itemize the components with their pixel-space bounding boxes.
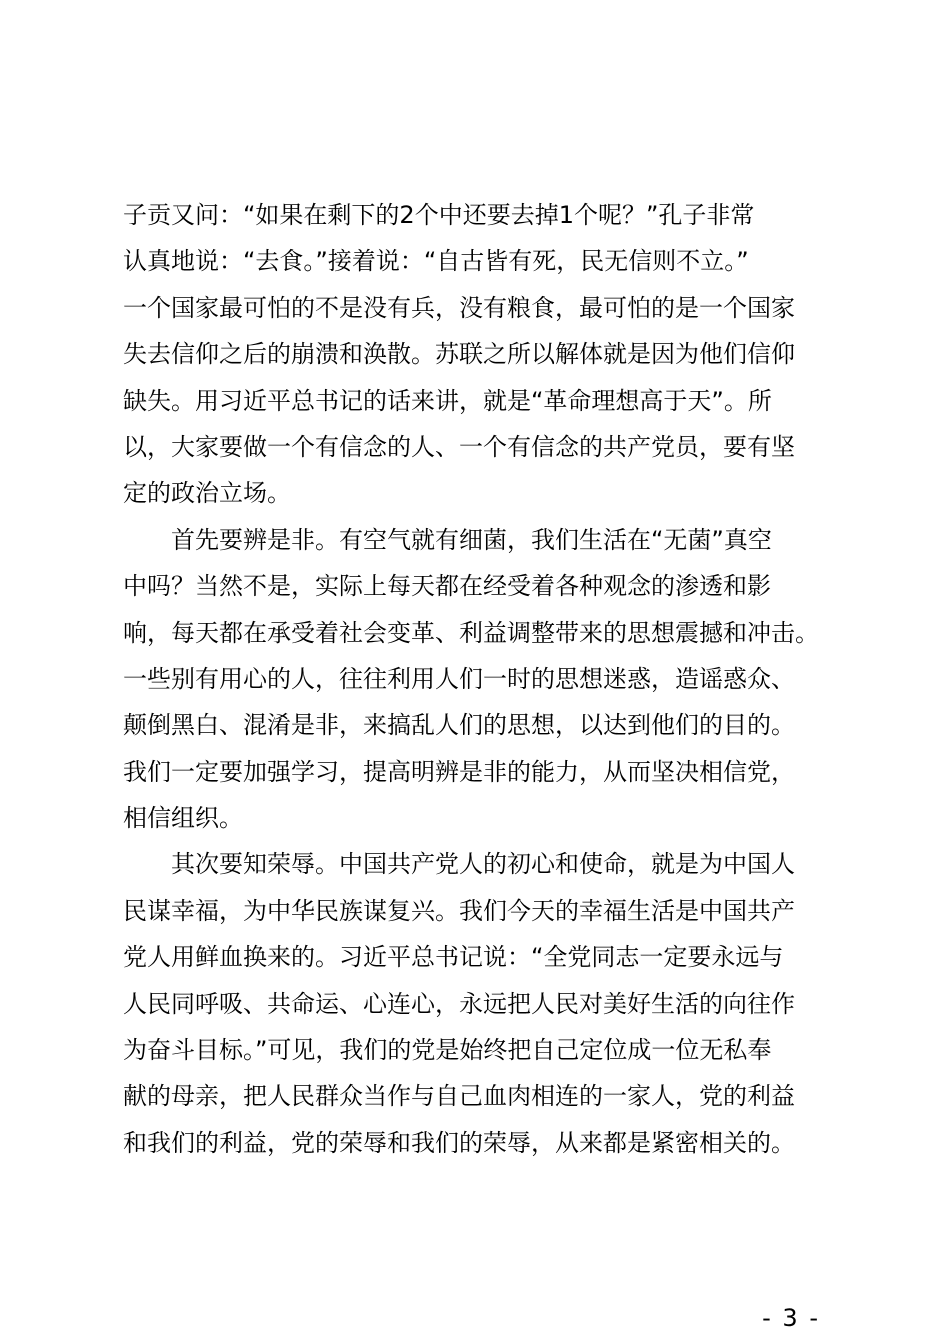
- text-line: 党人用鲜血换来的。习近平总书记说：“全党同志一定要永远与: [123, 943, 784, 972]
- text-line: 人民同呼吸、共命运、心连心，永远把人民对美好生活的向往作: [123, 989, 795, 1018]
- text-line: 失去信仰之后的崩溃和涣散。苏联之所以解体就是因为他们信仰: [123, 340, 795, 369]
- text-line: 民谋幸福，为中华民族谋复兴。我们今天的幸福生活是中国共产: [123, 896, 795, 925]
- text-line: 颠倒黑白、混淆是非，来搞乱人们的思想，以达到他们的目的。: [123, 711, 795, 740]
- text-line: 首先要辨是非。有空气就有细菌，我们生活在“无菌”真空: [123, 525, 772, 554]
- text-line: 中吗？当然不是，实际上每天都在经受着各种观念的渗透和影: [123, 572, 771, 601]
- text-line: 子贡又问：“如果在剩下的2个中还要去掉1个呢？”孔子非常: [123, 201, 755, 229]
- text-line: 以，大家要做一个有信念的人、一个有信念的共产党员，要有坚: [123, 432, 795, 461]
- text-line: 响，每天都在承受着社会变革、利益调整带来的思想震撼和冲击。: [123, 618, 819, 647]
- text-line: 我们一定要加强学习，提高明辨是非的能力，从而坚决相信党，: [123, 757, 795, 786]
- text-line: 认真地说：“去食。”接着说：“自古皆有死，民无信则不立。”: [123, 247, 749, 276]
- text-line: 为奋斗目标。”可见，我们的党是始终把自己定位成一位无私奉: [123, 1036, 772, 1065]
- text-line: 相信组织。: [123, 804, 243, 833]
- text-line: 一个国家最可怕的不是没有兵，没有粮食，最可怕的是一个国家: [123, 293, 795, 322]
- page-number: - 3 -: [762, 1304, 820, 1332]
- text-line: 一些别有用心的人，往往利用人们一时的思想迷惑，造谣惑众、: [123, 664, 795, 693]
- text-line: 定的政治立场。: [123, 479, 291, 508]
- text-line: 和我们的利益，党的荣辱和我们的荣辱，从来都是紧密相关的。: [123, 1128, 795, 1157]
- document-body: [123, 192, 819, 1166]
- text-line: 缺失。用习近平总书记的话来讲，就是“革命理想高于天”。所: [123, 386, 772, 415]
- text-line: 献的母亲，把人民群众当作与自己血肉相连的一家人，党的利益: [123, 1082, 795, 1111]
- text-line: 其次要知荣辱。中国共产党人的初心和使命，就是为中国人: [123, 850, 795, 879]
